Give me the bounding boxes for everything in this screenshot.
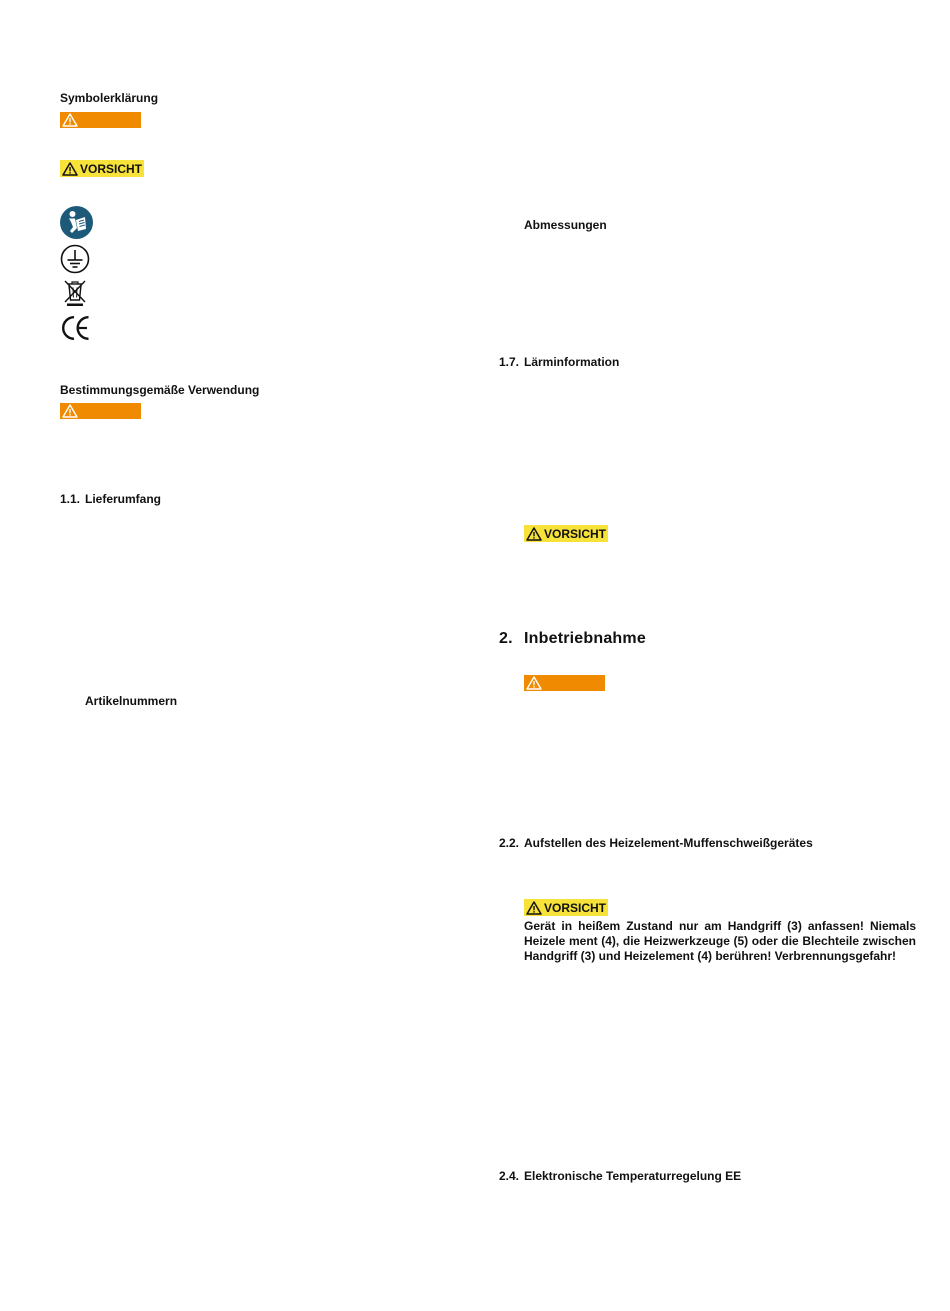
warning-triangle-icon bbox=[526, 527, 542, 541]
earth-ground-icon bbox=[60, 244, 90, 274]
section-2-heading bbox=[499, 630, 646, 648]
danger-badge bbox=[524, 675, 605, 691]
intended-use-heading: Bestimmungsgemäße Verwendung bbox=[60, 383, 260, 397]
article-numbers-heading: Artikelnummern bbox=[85, 694, 178, 708]
section-1-7-heading bbox=[499, 355, 619, 369]
read-manual-icon bbox=[60, 206, 93, 239]
caution-badge-label: VORSICHT bbox=[544, 526, 607, 541]
danger-badge bbox=[60, 403, 141, 419]
section-title: Lärminformation bbox=[524, 355, 620, 369]
warning-triangle-icon bbox=[526, 676, 542, 690]
symbol-explanation-heading: Symbolerklärung bbox=[60, 91, 159, 105]
section-title: Aufstellen des Heizelement-Muffenschweißgerätes bbox=[524, 836, 813, 850]
section-1-1-heading bbox=[60, 492, 161, 506]
section-2-2-heading bbox=[499, 836, 813, 850]
warning-triangle-icon bbox=[62, 404, 78, 418]
warning-triangle-icon bbox=[62, 113, 78, 127]
dimensions-heading: Abmessungen bbox=[524, 218, 607, 232]
warning-triangle-icon bbox=[526, 901, 542, 915]
crossed-out-bin-icon bbox=[62, 279, 88, 307]
section-number: 2.4. bbox=[499, 1169, 520, 1183]
section-2-4-heading bbox=[499, 1169, 741, 1183]
caution-warning-text: Gerät in heißem Zustand nur am Handgriff (3) anfassen! Niemals Heizele ment (4), die Heizwerkzeuge (5) oder die Blechteile zwischen Handgriff (3) und Heizelement (4) berühren! Verbrennungsgefahr! bbox=[524, 919, 916, 963]
section-number: 2. bbox=[499, 630, 513, 647]
ce-mark-icon bbox=[61, 314, 91, 342]
danger-badge bbox=[60, 112, 141, 128]
section-number: 2.2. bbox=[499, 836, 520, 850]
caution-badge bbox=[524, 525, 608, 542]
warning-triangle-icon bbox=[62, 162, 78, 176]
caution-badge bbox=[60, 160, 144, 177]
section-title: Lieferumfang bbox=[85, 492, 162, 506]
section-title: Inbetriebnahme bbox=[524, 630, 646, 647]
section-number: 1.7. bbox=[499, 355, 520, 369]
caution-badge-label: VORSICHT bbox=[80, 161, 143, 176]
section-number: 1.1. bbox=[60, 492, 81, 506]
caution-badge bbox=[524, 899, 608, 916]
caution-badge-label: VORSICHT bbox=[544, 900, 607, 915]
section-title: Elektronische Temperaturregelung EE bbox=[524, 1169, 742, 1183]
